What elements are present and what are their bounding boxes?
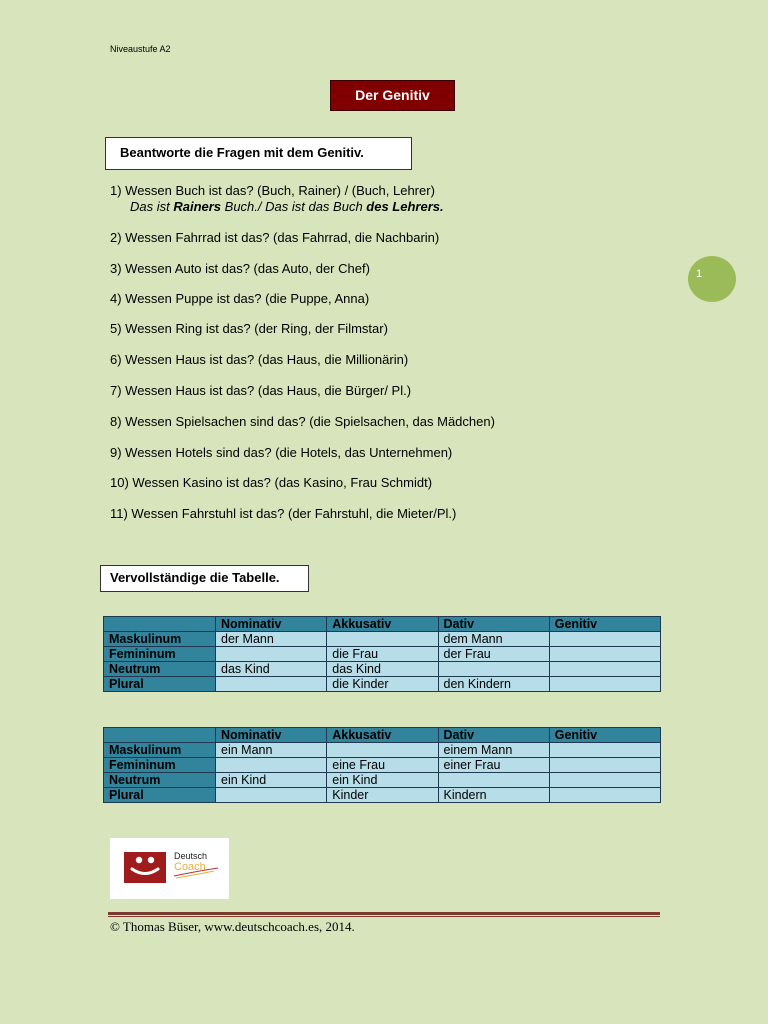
header-cell: Dativ (438, 617, 549, 632)
page-number-badge (688, 256, 736, 302)
page-number: 1 (696, 268, 703, 280)
row-header: Maskulinum (104, 632, 216, 647)
table-cell: das Kind (327, 662, 438, 677)
table-row (104, 632, 661, 647)
table-row (104, 647, 661, 662)
table-cell[interactable] (549, 647, 660, 662)
table-cell: einem Mann (438, 743, 549, 758)
table-cell[interactable] (549, 677, 660, 692)
example-answer (130, 199, 444, 214)
question-11: 11) Wessen Fahrstuhl ist das? (der Fahrstuhl, die Mieter/Pl.) (110, 506, 457, 521)
table-cell[interactable] (216, 758, 327, 773)
footer-divider (108, 912, 660, 915)
table-cell: ein Kind (327, 773, 438, 788)
table-cell[interactable] (438, 662, 549, 677)
header-cell: Dativ (438, 728, 549, 743)
declension-table-indefinite (103, 727, 661, 803)
question-10: 10) Wessen Kasino ist das? (das Kasino, Frau Schmidt) (110, 475, 433, 490)
table-cell: Kinder (327, 788, 438, 803)
question-1: 1) Wessen Buch ist das? (Buch, Rainer) / (Buch, Lehrer) (110, 183, 435, 198)
row-header: Maskulinum (104, 743, 216, 758)
table-row (104, 788, 661, 803)
table-cell[interactable] (216, 647, 327, 662)
table-cell[interactable] (216, 677, 327, 692)
header-cell: Nominativ (216, 617, 327, 632)
header-cell: Genitiv (549, 617, 660, 632)
table-cell: das Kind (216, 662, 327, 677)
task1-instruction: Beantworte die Fragen mit dem Genitiv. (105, 137, 412, 170)
table-cell[interactable] (549, 788, 660, 803)
example-text: Buch./ Das ist das Buch (221, 199, 367, 214)
example-text: Das ist (130, 199, 174, 214)
row-header: Plural (104, 788, 216, 803)
row-header: Plural (104, 677, 216, 692)
declension-table-definite (103, 616, 661, 692)
question-7: 7) Wessen Haus ist das? (das Haus, die Bürger/ Pl.) (110, 383, 412, 398)
table-cell[interactable] (549, 743, 660, 758)
row-header: Neutrum (104, 662, 216, 677)
header-cell: Genitiv (549, 728, 660, 743)
smiley-logo-icon (110, 838, 229, 899)
table-cell: ein Kind (216, 773, 327, 788)
logo-text-coach: Coach (174, 861, 206, 873)
header-cell (104, 728, 216, 743)
page-title: Der Genitiv (330, 80, 455, 111)
question-8: 8) Wessen Spielsachen sind das? (die Spielsachen, das Mädchen) (110, 414, 495, 429)
question-4: 4) Wessen Puppe ist das? (die Puppe, Anna) (110, 291, 370, 306)
question-2: 2) Wessen Fahrrad ist das? (das Fahrrad, die Nachbarin) (110, 230, 440, 245)
table-row (104, 758, 661, 773)
table-cell: der Frau (438, 647, 549, 662)
table-row (104, 773, 661, 788)
table-cell: der Mann (216, 632, 327, 647)
table-header-row (104, 617, 661, 632)
row-header: Femininum (104, 647, 216, 662)
question-3: 3) Wessen Auto ist das? (das Auto, der Chef) (110, 261, 370, 276)
header-cell: Akkusativ (327, 728, 438, 743)
example-bold-rainers: Rainers (173, 199, 222, 214)
footer-divider-thin (108, 916, 660, 917)
table-header-row (104, 728, 661, 743)
table-cell[interactable] (438, 773, 549, 788)
header-cell (104, 617, 216, 632)
question-6: 6) Wessen Haus ist das? (das Haus, die Millionärin) (110, 352, 409, 367)
table-cell[interactable] (549, 758, 660, 773)
level-label: Niveaustufe A2 (110, 44, 171, 54)
table-cell[interactable] (327, 743, 438, 758)
table-cell[interactable] (549, 662, 660, 677)
deutschcoach-logo (110, 838, 229, 899)
table-row (104, 677, 661, 692)
logo-text-deutsch: Deutsch (174, 851, 208, 861)
table-row (104, 743, 661, 758)
table-cell[interactable] (549, 632, 660, 647)
table-cell: die Kinder (327, 677, 438, 692)
table-cell: die Frau (327, 647, 438, 662)
table-cell: einer Frau (438, 758, 549, 773)
table-cell[interactable] (549, 773, 660, 788)
table-cell: dem Mann (438, 632, 549, 647)
table-cell: ein Mann (216, 743, 327, 758)
header-cell: Nominativ (216, 728, 327, 743)
question-9: 9) Wessen Hotels sind das? (die Hotels, das Unternehmen) (110, 445, 453, 460)
header-cell: Akkusativ (327, 617, 438, 632)
table-row (104, 662, 661, 677)
table-cell[interactable] (216, 788, 327, 803)
table-cell: eine Frau (327, 758, 438, 773)
question-5: 5) Wessen Ring ist das? (der Ring, der Filmstar) (110, 321, 388, 336)
example-bold-lehrers: des Lehrers. (366, 199, 444, 214)
table-cell: Kindern (438, 788, 549, 803)
row-header: Neutrum (104, 773, 216, 788)
table-cell[interactable] (327, 632, 438, 647)
table-cell: den Kindern (438, 677, 549, 692)
row-header: Femininum (104, 758, 216, 773)
footer-copyright: © Thomas Büser, www.deutschcoach.es, 2014. (110, 919, 355, 934)
task2-instruction: Vervollständige die Tabelle. (100, 565, 309, 592)
